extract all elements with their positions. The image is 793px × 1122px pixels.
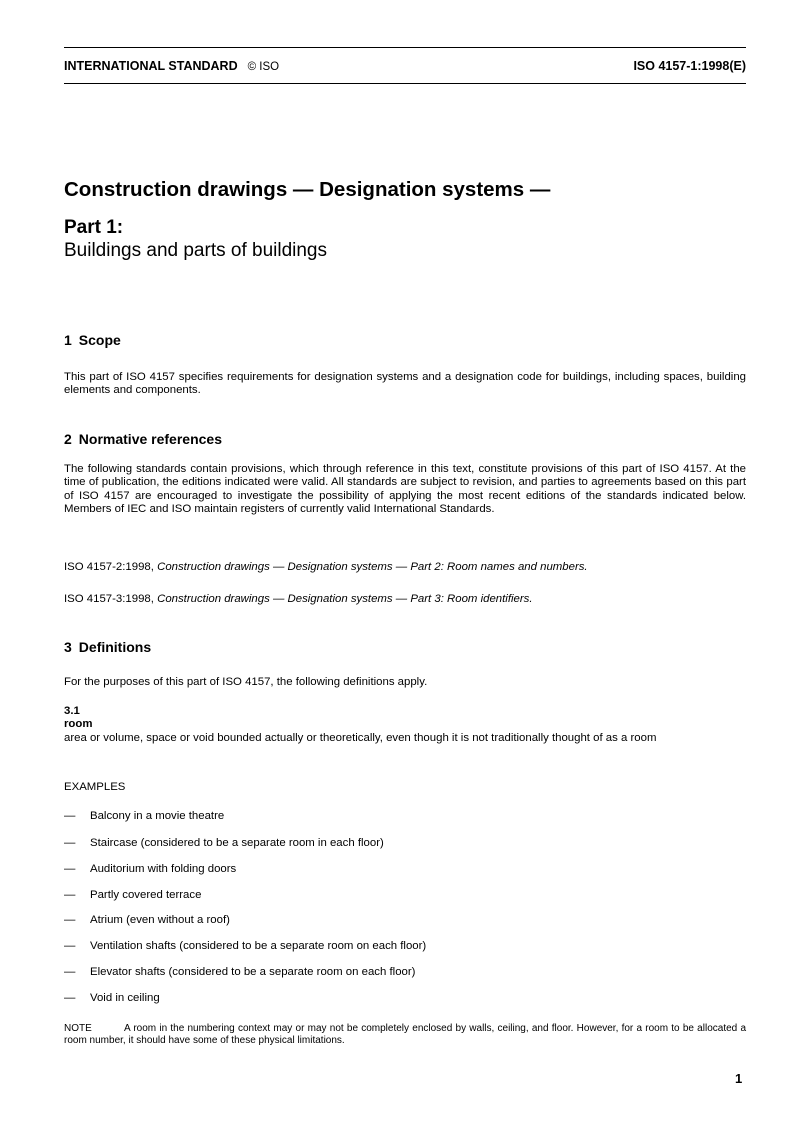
header-top-rule xyxy=(64,47,746,48)
term-number: 3.1 xyxy=(64,705,80,717)
list-item: — Balcony in a movie theatre xyxy=(64,810,225,822)
note xyxy=(64,1023,746,1047)
normative-paragraph: The following standards contain provisions, which through reference in this text, constitute provisions of this part of ISO 4157. At the time of publication, the editions indicated were valid. All standards are subject to revision, and parties to agreements based on this part of ISO 4157 are encouraged to investigate the possibility of applying the most recent editions of the standards indicated below. Members of IEC and ISO maintain registers of currently valid International Standards. xyxy=(64,463,746,515)
definitions-intro: For the purposes of this part of ISO 4157, the following definitions apply. xyxy=(64,676,428,688)
document-title: Construction drawings — Designation systems — xyxy=(64,178,551,201)
list-item: — Ventilation shafts (considered to be a separate room on each floor) xyxy=(64,940,427,952)
list-item: — Auditorium with folding doors xyxy=(64,863,237,875)
section-heading-scope: 1 Scope xyxy=(64,332,121,348)
list-item: — Staircase (considered to be a separate room in each floor) xyxy=(64,837,384,849)
section-heading-normative-references: 2 Normative references xyxy=(64,431,222,447)
reference-item: ISO 4157-2:1998, Construction drawings — Designation systems — Part 2: Room names and numbers. xyxy=(64,561,588,573)
list-item: — Partly covered terrace xyxy=(64,889,202,901)
part-heading: Part 1: xyxy=(64,217,124,238)
header-left: INTERNATIONAL STANDARD © ISO xyxy=(64,59,280,73)
running-header xyxy=(64,59,746,77)
note-label: NOTE xyxy=(64,1023,92,1034)
list-item: — Void in ceiling xyxy=(64,992,160,1004)
examples-label: EXAMPLES xyxy=(64,781,126,793)
term-definition: area or volume, space or void bounded actually or theoretically, even though it is not traditionally thought of as a room xyxy=(64,732,657,744)
note-text: A room in the numbering context may or may not be completely enclosed by walls, ceiling, and floor. However, for a room to be allocated a room number, it should have some of these physical limitations. xyxy=(64,1023,746,1046)
list-item: — Atrium (even without a roof) xyxy=(64,914,230,926)
reference-item: ISO 4157-3:1998, Construction drawings — Designation systems — Part 3: Room identifiers. xyxy=(64,593,533,605)
list-item: — Elevator shafts (considered to be a separate room on each floor) xyxy=(64,966,416,978)
section-heading-definitions: 3 Definitions xyxy=(64,639,152,655)
page-number: 1 xyxy=(735,1071,743,1086)
header-document-number: ISO 4157-1:1998(E) xyxy=(633,59,746,73)
header-bottom-rule xyxy=(64,83,746,84)
copyright-mark: © ISO xyxy=(247,61,280,73)
part-subtitle: Buildings and parts of buildings xyxy=(64,240,328,261)
term: room xyxy=(64,718,93,730)
scope-paragraph: This part of ISO 4157 specifies requirements for designation systems and a designation code for buildings, including spaces, building elements and components. xyxy=(64,371,746,397)
